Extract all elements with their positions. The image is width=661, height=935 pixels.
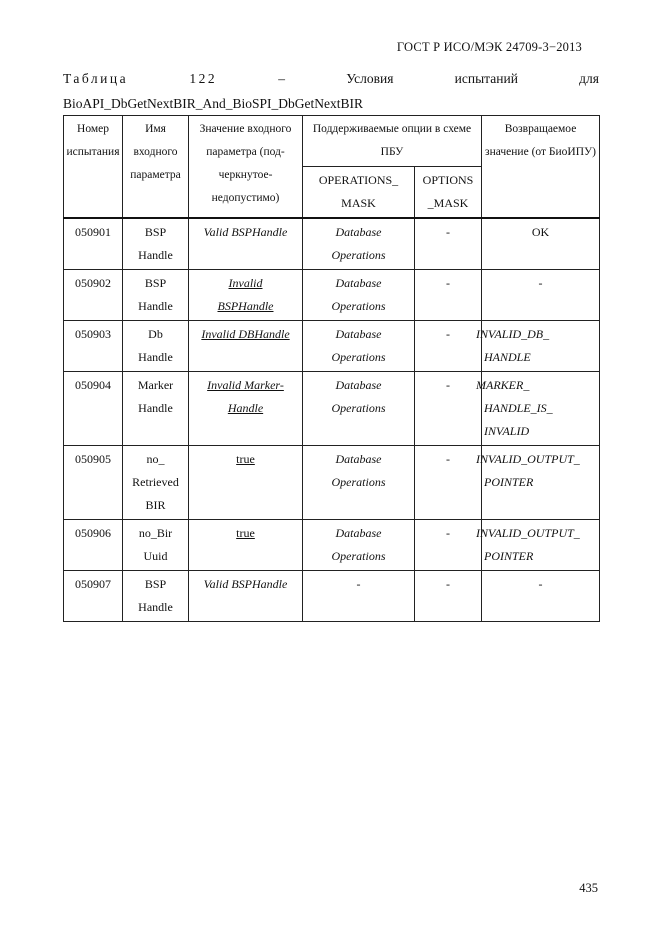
cell-param-value (189, 270, 303, 321)
cell-return-value-text: INVALID_DB_ HANDLE (476, 327, 550, 364)
cell-operations-mask-text: Database Operations (331, 327, 386, 364)
cell-return-value-text: INVALID_OUTPUT_ POINTER (476, 526, 580, 563)
cell-param-name-text: no_Bir Uuid (138, 526, 173, 563)
cell-operations-mask (303, 270, 415, 321)
cell-options-mask (415, 520, 482, 571)
cell-param-name (123, 571, 189, 622)
cell-operations-mask-text: Database Operations (331, 452, 386, 489)
cell-options-mask-text: - (446, 577, 450, 591)
cell-param-name (123, 321, 189, 372)
table-row (64, 571, 600, 622)
cell-param-value (189, 446, 303, 520)
cell-test-number-text: 050906 (75, 526, 111, 540)
header-operations-mask: OPERATIONS_ MASK (303, 167, 415, 219)
cell-param-value-text: true (236, 452, 255, 466)
cell-test-number (64, 321, 123, 372)
cell-options-mask-text: - (446, 225, 450, 239)
cell-test-number-text: 050903 (75, 327, 111, 341)
caption-word: Условия (346, 71, 394, 86)
cell-param-value-text: Valid BSPHandle (203, 225, 288, 239)
cell-operations-mask (303, 372, 415, 446)
cell-operations-mask-text: Database Operations (331, 225, 386, 262)
table-caption (63, 66, 599, 116)
cell-param-name (123, 446, 189, 520)
caption-function-name: BioAPI_DbGetNextBIR_And_BioSPI_DbGetNextBIR (63, 96, 363, 111)
cell-param-name-text: BSP Handle (138, 276, 173, 313)
cell-test-number-text: 050907 (75, 577, 111, 591)
cell-options-mask (415, 218, 482, 270)
header-supported-options: Поддерживаемые опции в схеме ПБУ (303, 116, 482, 167)
cell-options-mask (415, 270, 482, 321)
cell-param-value-text: Invalid BSPHandle (217, 276, 274, 313)
cell-options-mask-text: - (446, 378, 450, 392)
table-row (64, 446, 600, 520)
page-number: 435 (579, 881, 598, 895)
cell-param-value (189, 218, 303, 270)
cell-test-number (64, 372, 123, 446)
cell-param-name (123, 270, 189, 321)
cell-operations-mask-text: Database Operations (331, 378, 386, 415)
caption-word: испытаний (454, 71, 518, 86)
cell-return-value (476, 520, 600, 571)
cell-param-value-text: Invalid DBHandle (201, 327, 290, 341)
cell-return-value-text: MARKER_ HANDLE_IS_ INVALID (476, 378, 553, 438)
cell-return-value-text: OK (531, 225, 550, 239)
header-test-number: Номер испытания (64, 116, 123, 219)
cell-options-mask (415, 372, 482, 446)
cell-param-name (123, 520, 189, 571)
cell-param-name (123, 218, 189, 270)
table-row (64, 372, 600, 446)
table-row (64, 321, 600, 372)
cell-operations-mask-text: Database Operations (331, 526, 386, 563)
cell-param-name (123, 372, 189, 446)
cell-param-value (189, 571, 303, 622)
caption-word: 122 (189, 71, 218, 86)
cell-param-value-text: Invalid Marker- Handle (207, 378, 284, 415)
cell-options-mask (415, 571, 482, 622)
cell-param-name-text: BSP Handle (138, 225, 173, 262)
table-row (64, 520, 600, 571)
cell-return-value (476, 372, 600, 446)
cell-return-value (482, 270, 600, 321)
cell-options-mask-text: - (446, 327, 450, 341)
cell-operations-mask (303, 571, 415, 622)
page-header: ГОСТ Р ИСО/МЭК 24709-3−2013 (396, 40, 582, 54)
header-options-mask: OPTIONS _MASK (415, 167, 482, 219)
cell-param-value (189, 321, 303, 372)
cell-test-number-text: 050901 (75, 225, 111, 239)
header-param-name: Имя входного параметра (123, 116, 189, 219)
cell-test-number (64, 218, 123, 270)
cell-param-value-text: Valid BSPHandle (203, 577, 288, 591)
cell-param-name-text: Db Handle (138, 327, 173, 364)
cell-param-value (189, 520, 303, 571)
cell-options-mask-text: - (446, 526, 450, 540)
cell-operations-mask (303, 446, 415, 520)
cell-operations-mask-text: - (356, 577, 361, 591)
cell-options-mask-text: - (446, 276, 450, 290)
cell-options-mask (415, 321, 482, 372)
table-row (64, 270, 600, 321)
cell-return-value (482, 218, 600, 270)
cell-return-value-text: INVALID_OUTPUT_ POINTER (476, 452, 580, 489)
cell-return-value (476, 321, 600, 372)
cell-return-value (482, 571, 600, 622)
test-conditions-table (63, 115, 600, 622)
cell-operations-mask-text: Database Operations (331, 276, 386, 313)
caption-word: Таблица (63, 71, 129, 86)
cell-return-value (476, 446, 600, 520)
cell-test-number-text: 050905 (75, 452, 111, 466)
cell-return-value-text: - (538, 276, 543, 290)
caption-word: – (278, 71, 286, 86)
cell-operations-mask (303, 520, 415, 571)
cell-operations-mask (303, 321, 415, 372)
cell-param-value-text: true (236, 526, 255, 540)
cell-test-number-text: 050902 (75, 276, 111, 290)
caption-word: для (579, 71, 599, 86)
cell-test-number (64, 571, 123, 622)
cell-test-number (64, 270, 123, 321)
table-row (64, 218, 600, 270)
cell-param-name-text: Marker Handle (137, 378, 174, 415)
header-return-value: Возвращаемое значение (от БиоИПУ) (482, 116, 600, 219)
cell-return-value-text: - (538, 577, 543, 591)
cell-options-mask-text: - (446, 452, 450, 466)
cell-operations-mask (303, 218, 415, 270)
cell-test-number-text: 050904 (75, 378, 111, 392)
cell-param-name-text: BSP Handle (138, 577, 173, 614)
cell-test-number (64, 520, 123, 571)
cell-param-name-text: no_ Retrieved BIR (132, 452, 179, 512)
cell-options-mask (415, 446, 482, 520)
cell-param-value (189, 372, 303, 446)
header-param-value: Значение входного параметра (под-черкнутое-недопустимо) (189, 116, 303, 219)
cell-test-number (64, 446, 123, 520)
